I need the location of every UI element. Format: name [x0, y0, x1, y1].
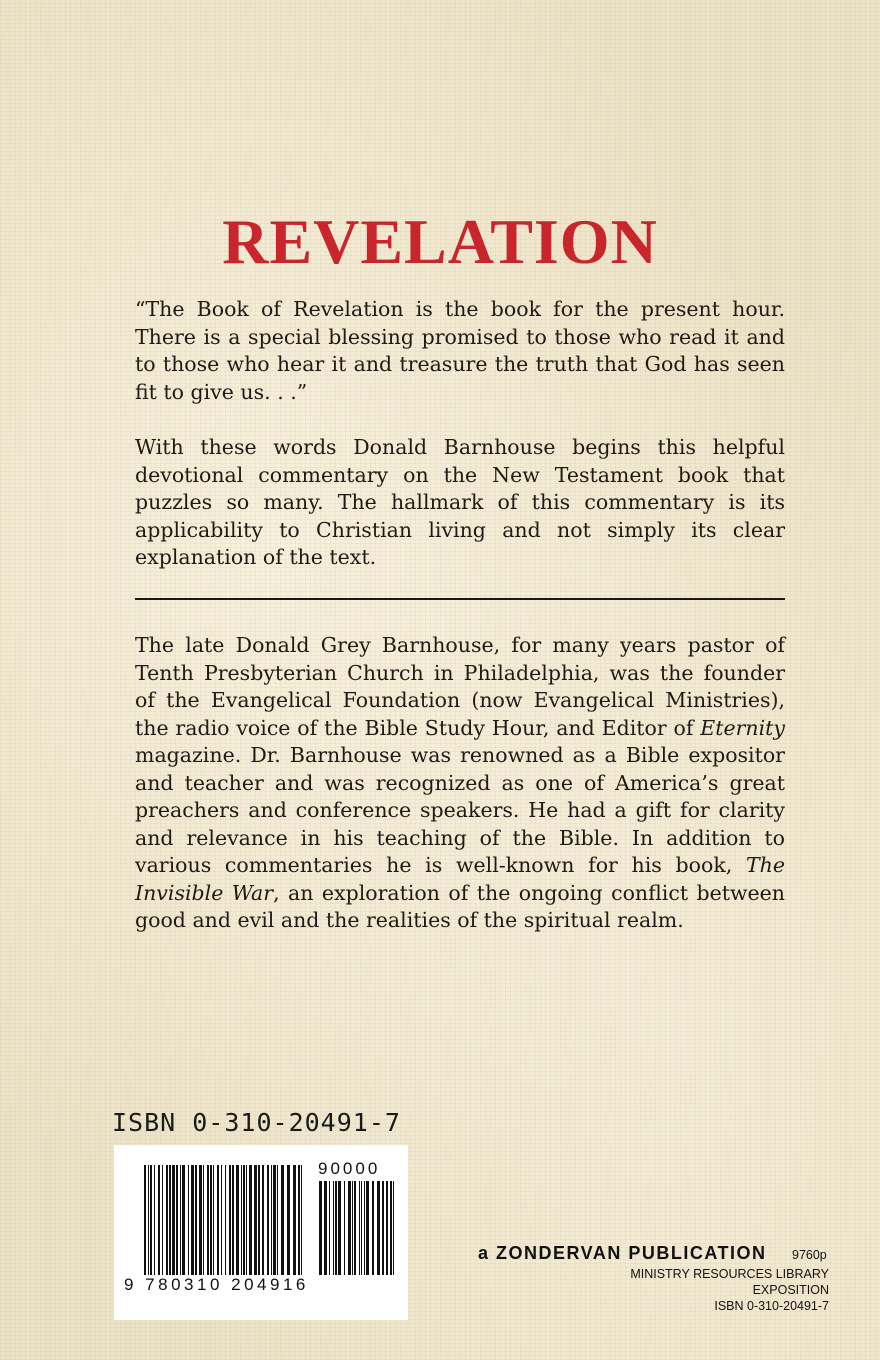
barcode-bar: [258, 1165, 260, 1275]
barcode-bar: [154, 1165, 155, 1275]
barcode-bar: [271, 1165, 272, 1275]
bio-text-3: , an exploration of the ongoing conflict between good and evil and the realities of the spiritual realm.: [135, 880, 785, 932]
barcode-bar: [393, 1181, 394, 1275]
barcode-bar: [188, 1165, 189, 1275]
barcode-bar: [390, 1181, 392, 1275]
bio-text-1: The late Donald Grey Barnhouse, for many years pastor of Tenth Presbyterian Church in Philadelphia, was the founder of the Evangelical Foundation (now Evangelical Ministries), the radio voice of the Bible Study Hour, and Editor of: [135, 633, 785, 740]
barcode-bar: [249, 1165, 252, 1275]
opening-quote: “The Book of Revelation is the book for the present hour. There is a special blessing promised to those who read it and to those who hear it and treasure the truth that God has seen fit to give us. . .”: [135, 297, 785, 404]
barcode-digits: 9 780310 204916: [124, 1275, 309, 1294]
barcode-bar: [273, 1165, 276, 1275]
addon-barcode-bars: [319, 1181, 394, 1275]
barcode-bar: [329, 1181, 330, 1275]
barcode-bar: [267, 1165, 269, 1275]
barcode-bar: [319, 1181, 322, 1275]
barcode-bar: [359, 1181, 360, 1275]
barcode-bar: [232, 1165, 234, 1275]
intro-paragraph: With these words Donald Barnhouse begins this helpful devotional commentary on the New Testament book that puzzles so many. The hallmark of this commentary is its applicability to Christian living and not simply its clear explanation of the text.: [135, 435, 785, 569]
barcode-bar: [172, 1165, 175, 1275]
barcode-bar: [225, 1165, 226, 1275]
barcode-bar: [203, 1165, 204, 1275]
barcode-bar: [191, 1165, 194, 1275]
barcode-bar: [333, 1181, 334, 1275]
barcode-bar: [169, 1165, 171, 1275]
barcode-bar: [199, 1165, 202, 1275]
barcode-bar: [364, 1181, 365, 1275]
barcode-bar: [298, 1165, 300, 1275]
barcode-bar: [254, 1165, 257, 1275]
magazine-title: Eternity: [700, 715, 785, 740]
ean-barcode-bars: [144, 1165, 302, 1275]
barcode-bar: [344, 1181, 345, 1275]
barcode-bar: [217, 1165, 219, 1275]
barcode-bar: [262, 1165, 264, 1275]
barcode-bar: [148, 1165, 149, 1275]
barcode-bar: [324, 1181, 327, 1275]
barcode-bar: [301, 1165, 302, 1275]
info-line-library: MINISTRY RESOURCES LIBRARY: [630, 1267, 829, 1281]
publisher-name: a ZONDERVAN PUBLICATION: [478, 1243, 767, 1263]
barcode-bar: [210, 1165, 212, 1275]
barcode-bar: [162, 1165, 163, 1275]
barcode-bar: [293, 1165, 296, 1275]
barcode-bar: [182, 1165, 185, 1275]
divider-rule: [135, 598, 785, 600]
catalog-number: 9760p: [792, 1248, 827, 1262]
barcode-bar: [180, 1165, 181, 1275]
barcode-bar: [372, 1181, 374, 1275]
barcode-bar: [382, 1181, 384, 1275]
info-line-isbn: ISBN 0-310-20491-7: [714, 1299, 829, 1313]
barcode-bar: [207, 1165, 209, 1275]
info-line-category: EXPOSITION: [752, 1283, 829, 1297]
barcode-bar: [144, 1165, 146, 1275]
barcode-panel: [114, 1145, 408, 1320]
barcode-bar: [150, 1165, 152, 1275]
barcode-bar: [281, 1165, 284, 1275]
isbn-label: ISBN 0-310-20491-7: [112, 1108, 401, 1137]
author-bio: [135, 632, 785, 935]
barcode-bar: [377, 1181, 380, 1275]
barcode-bar: [352, 1181, 353, 1275]
barcode-bar: [158, 1165, 160, 1275]
barcode-bar: [335, 1181, 337, 1275]
barcode-bar: [221, 1165, 222, 1275]
book-title: REVELATION: [222, 206, 658, 277]
barcode-bar: [361, 1181, 362, 1275]
book-reference-title: The Invisible War: [135, 853, 785, 905]
barcode-addon-digits: 90000: [318, 1159, 381, 1178]
publisher-info: [630, 1266, 829, 1314]
barcode-bar: [277, 1165, 278, 1275]
barcode-bar: [195, 1165, 197, 1275]
barcode-bar: [246, 1165, 247, 1275]
barcode-bar: [348, 1181, 351, 1275]
barcode-bar: [243, 1165, 245, 1275]
barcode-bar: [229, 1165, 231, 1275]
barcode-bar: [241, 1165, 242, 1275]
barcode-bar: [176, 1165, 178, 1275]
barcode-bar: [366, 1181, 369, 1275]
barcode-bar: [338, 1181, 341, 1275]
barcode-bar: [354, 1181, 356, 1275]
barcode-bar: [213, 1165, 214, 1275]
bio-text-2: magazine. Dr. Barnhouse was renowned as a Bible expositor and teacher and was recognized as one of America’s great preachers and conference speakers. He had a gift for clarity and relevance in his teaching of the Bible. In addition to various commentaries he is well-known for his book,: [135, 743, 785, 877]
barcode-bar: [166, 1165, 168, 1275]
barcode-bar: [287, 1165, 290, 1275]
barcode-bar: [236, 1165, 239, 1275]
barcode-bar: [386, 1181, 388, 1275]
